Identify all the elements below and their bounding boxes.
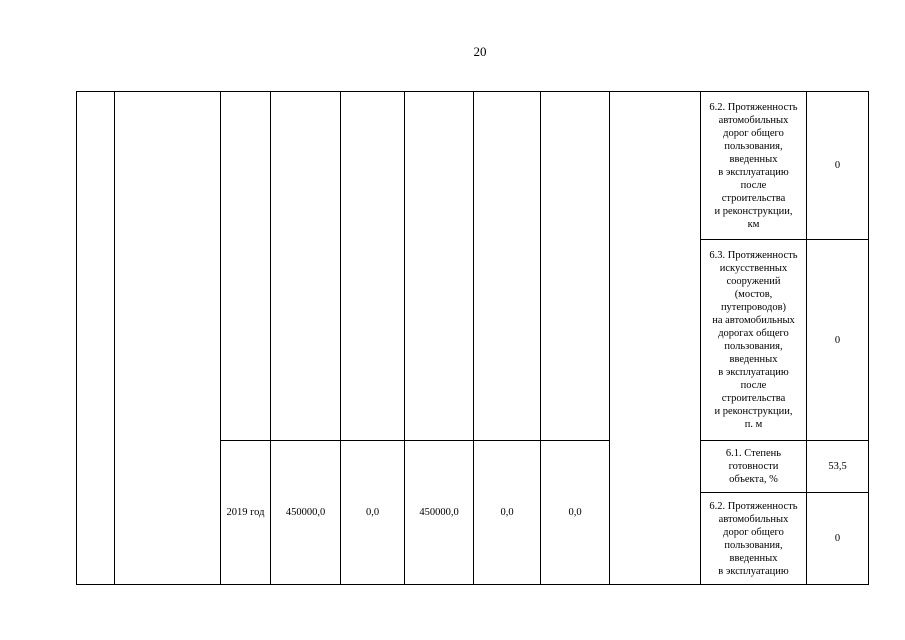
indicator-value: 0	[807, 240, 869, 441]
cell-col3-empty	[405, 92, 474, 441]
cell-col2: 0,0	[341, 441, 405, 585]
indicator-text: 6.2. Протяженность автомобильных дорог общего пользования, введенных в эксплуатацию после строительства и реконструкции, км	[709, 101, 798, 230]
indicator-cell	[701, 441, 807, 493]
cell-col4: 0,0	[474, 441, 541, 585]
cell-year-empty	[221, 92, 271, 441]
cell-col2-empty	[341, 92, 405, 441]
budget-table	[76, 91, 869, 585]
page-number: 20	[473, 44, 487, 59]
cell-col5-empty	[541, 92, 610, 441]
indicator-text: 6.3. Протяженность искусственных сооружений (мостов, путепроводов) на автомобильных дорогах общего пользования, введенных в эксплуатацию после строительства и реконструкции, п. м	[709, 250, 798, 430]
indicator-cell	[701, 240, 807, 441]
indicator-value: 0	[807, 92, 869, 240]
cell-total-empty	[271, 92, 341, 441]
cell-col3: 450000,0	[405, 441, 474, 585]
indicator-cell	[701, 493, 807, 585]
cell-executor	[610, 92, 701, 585]
indicator-value: 0	[807, 493, 869, 585]
cell-total: 450000,0	[271, 441, 341, 585]
cell-year: 2019 год	[221, 441, 271, 585]
cell-object-name	[115, 92, 221, 585]
cell-number	[77, 92, 115, 585]
cell-col4-empty	[474, 92, 541, 441]
indicator-cell	[701, 92, 807, 240]
indicator-text: 6.2. Протяженность автомобильных дорог общего пользования, введенных в эксплуатацию	[709, 500, 798, 577]
cell-col5: 0,0	[541, 441, 610, 585]
indicator-value: 53,5	[807, 441, 869, 493]
indicator-text: 6.1. Степень готовности объекта, %	[725, 448, 782, 485]
table-row	[77, 92, 869, 240]
